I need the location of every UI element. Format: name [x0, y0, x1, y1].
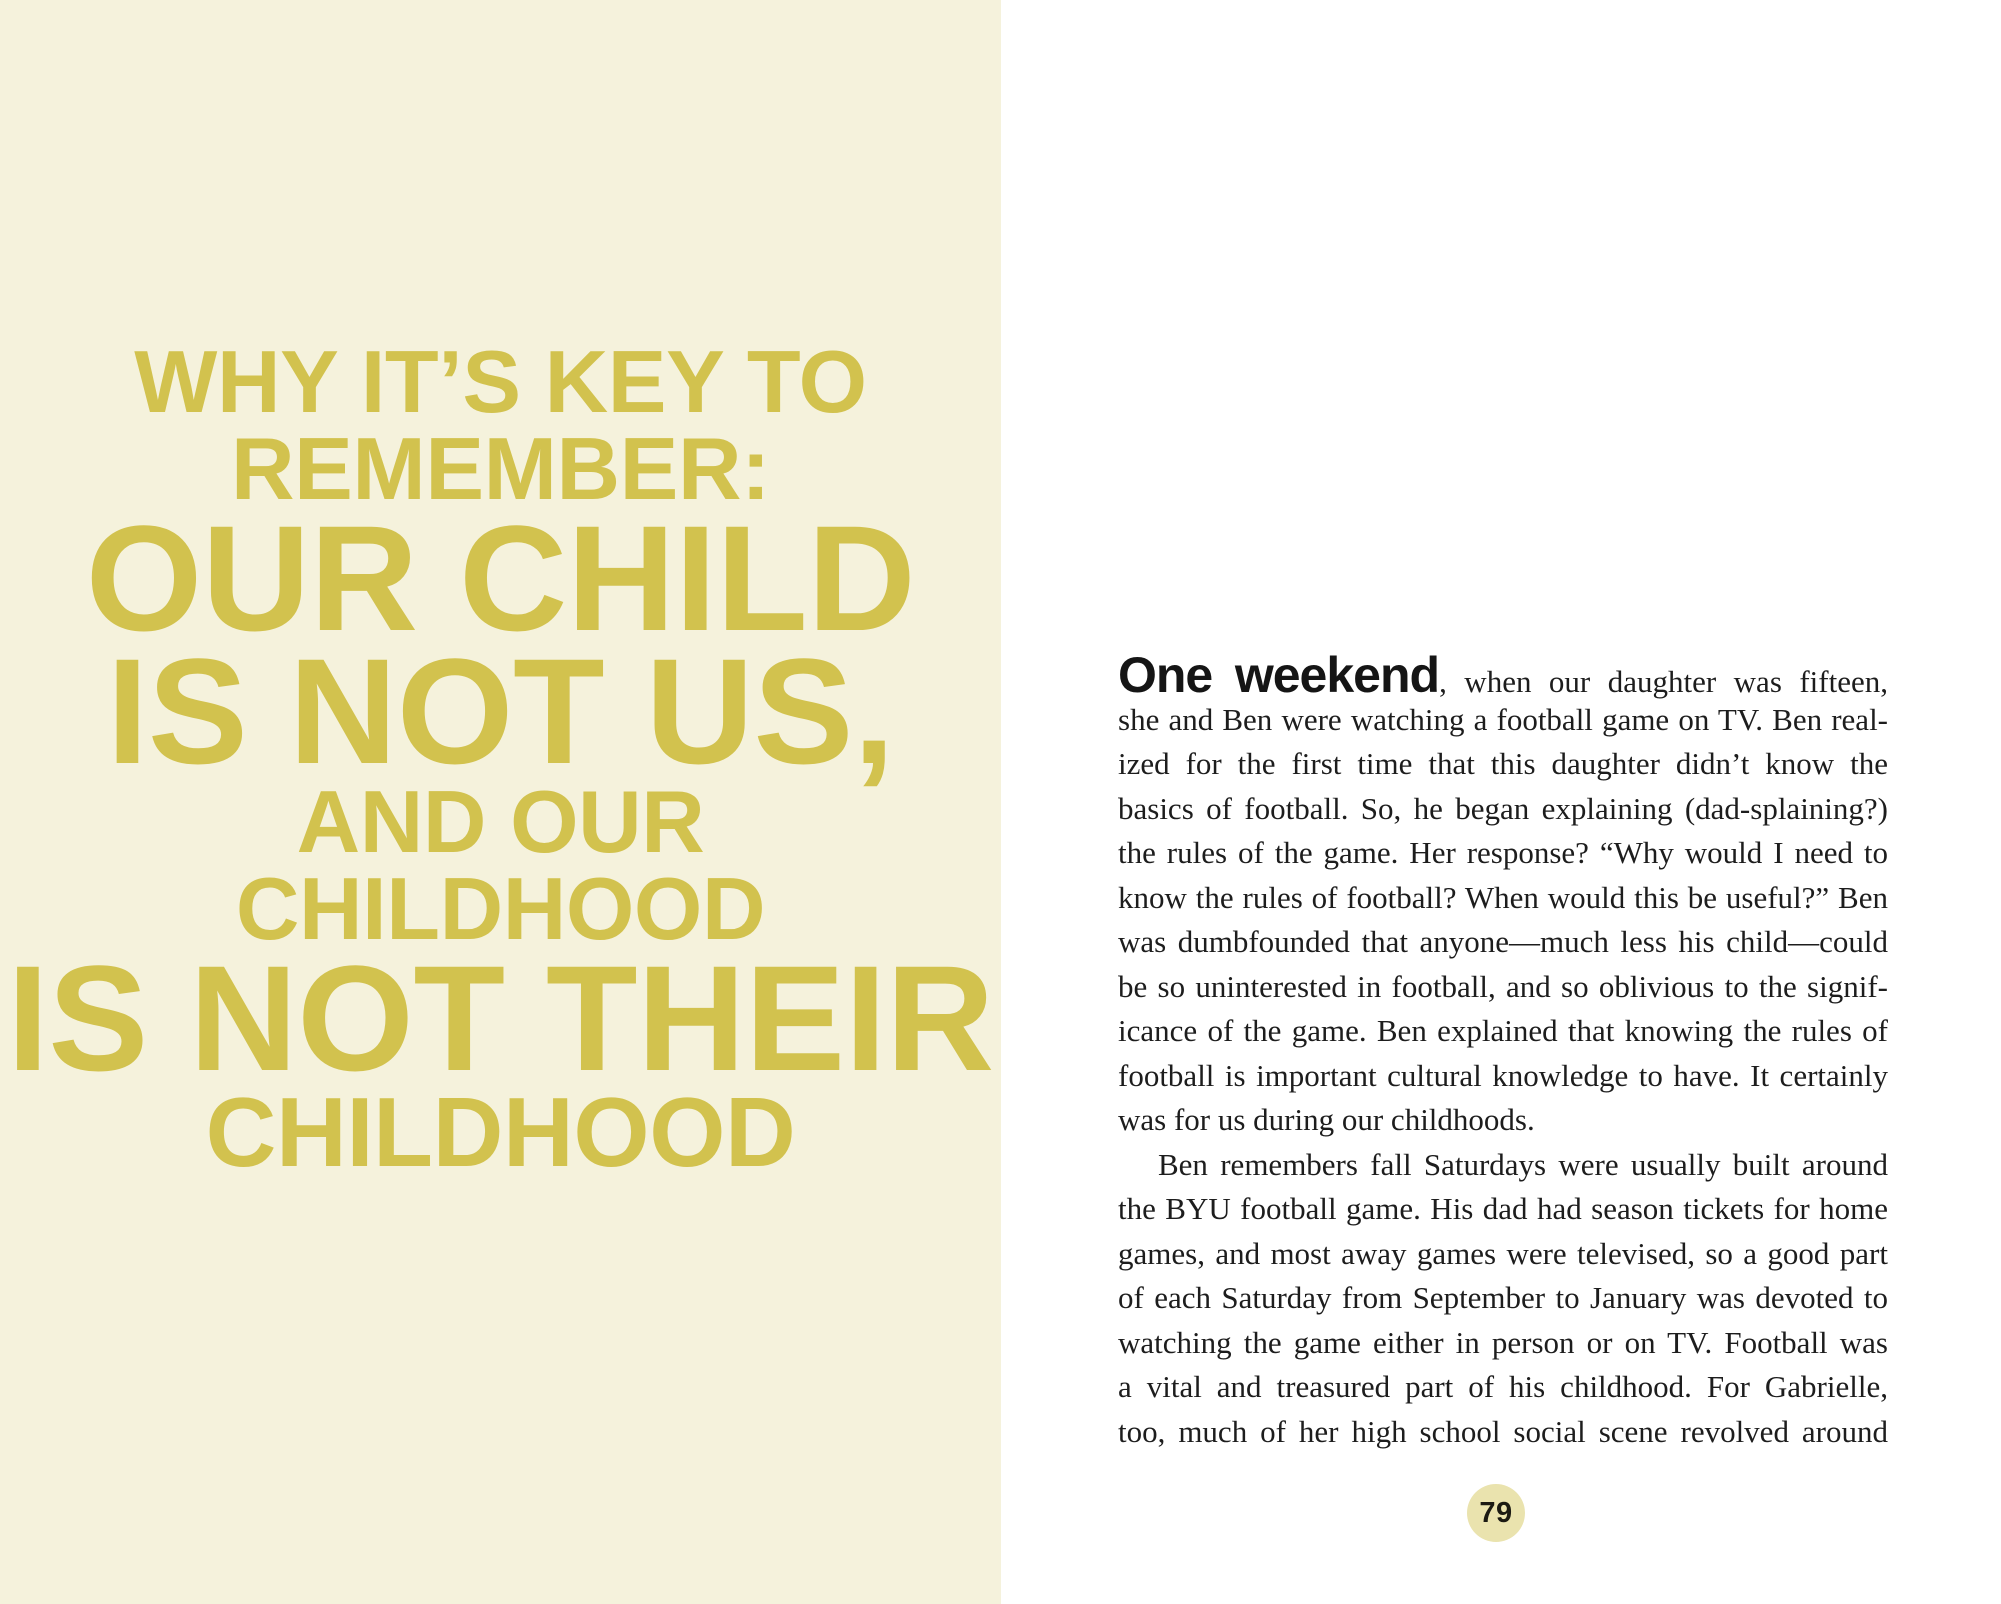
- body-line: Ben remembers fall Saturdays were usually built around: [1158, 1146, 1888, 1182]
- paragraph-2-lines: [1118, 1143, 1888, 1455]
- paragraph-1-lines: [1118, 698, 1888, 1099]
- title-line: IS NOT US,: [106, 627, 895, 795]
- paragraph-1-last-line: was for us during our childhoods.: [1118, 1102, 1535, 1137]
- body-line: football is important cultural knowledge to have. It certainly: [1118, 1057, 1888, 1093]
- title-line: WHY IT’S KEY TO: [134, 332, 867, 431]
- title-line: CHILDHOOD: [235, 859, 766, 958]
- body-text-column: [1118, 647, 1888, 1454]
- paragraph-opener: One weekend: [1118, 647, 1440, 703]
- chapter-title: [0, 332, 1001, 1187]
- page-number-badge: [1467, 1484, 1525, 1542]
- body-line: basics of football. So, he began explaining (dad-splaining?): [1118, 790, 1888, 826]
- body-line: ized for the first time that this daughter didn’t know the: [1118, 746, 1888, 781]
- body-line: be so uninterested in football, and so oblivious to the signif-: [1118, 968, 1888, 1004]
- body-line: was dumbfounded that anyone—much less his child—could: [1118, 924, 1888, 959]
- paragraph-first-line: [1118, 647, 1888, 703]
- body-line: watching the game either in person or on TV. Football was: [1118, 1324, 1888, 1360]
- body-line: the rules of the game. Her response? “Why would I need to: [1118, 835, 1888, 870]
- title-line: AND OUR: [296, 772, 705, 871]
- title-line: IS NOT THEIR: [7, 934, 994, 1102]
- body-line: games, and most away games were televised, so a good part: [1118, 1235, 1888, 1271]
- title-line: OUR CHILD: [85, 494, 916, 662]
- title-line: CHILDHOOD: [205, 1077, 796, 1187]
- body-line: the BYU football game. His dad had season tickets for home: [1118, 1191, 1888, 1226]
- body-line: icance of the game. Ben explained that knowing the rules of: [1118, 1013, 1888, 1048]
- body-line: know the rules of football? When would this be useful?” Ben: [1118, 879, 1888, 915]
- title-line: REMEMBER:: [230, 419, 771, 518]
- body-line: a vital and treasured part of his childhood. For Gabrielle,: [1118, 1369, 1888, 1404]
- body-line: she and Ben were watching a football game on TV. Ben real-: [1118, 701, 1888, 737]
- right-page: [1001, 0, 2001, 1604]
- page-number: 79: [1479, 1496, 1513, 1529]
- paragraph-first-line-rest: , when our daughter was fifteen,: [1439, 664, 1888, 699]
- body-line: of each Saturday from September to January was devoted to: [1118, 1280, 1888, 1315]
- body-line: too, much of her high school social scene revolved around: [1118, 1413, 1888, 1449]
